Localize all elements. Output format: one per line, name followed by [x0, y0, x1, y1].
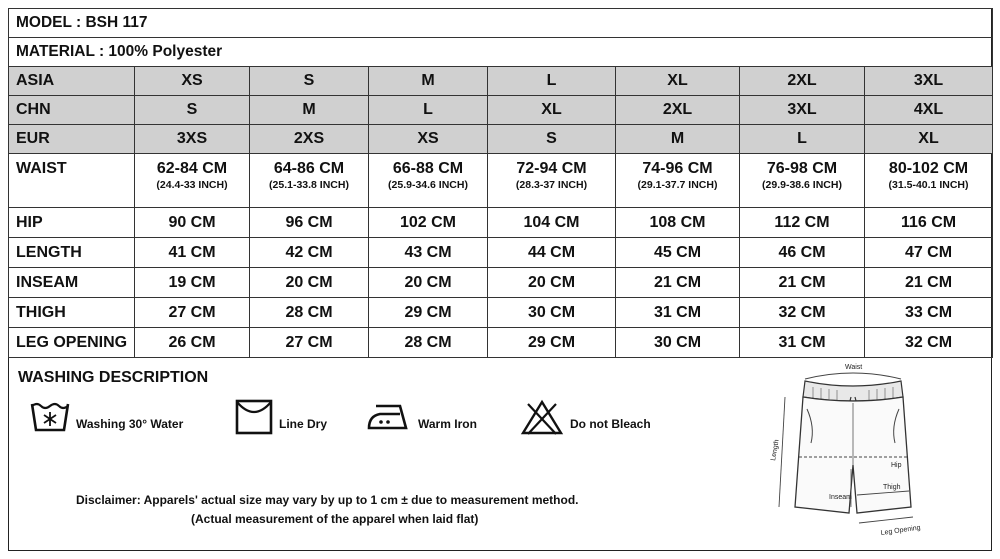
- size-cell: S: [135, 96, 250, 125]
- measure-cell: 102 CM: [369, 208, 488, 238]
- size-cell: S: [488, 125, 616, 154]
- care-item-warm-iron: [366, 398, 477, 436]
- measure-cell: 29 CM: [369, 298, 488, 328]
- measure-cell: 20 CM: [488, 268, 616, 298]
- measure-row-hip: [9, 208, 993, 238]
- care-label-washing: Washing 30° Water: [76, 417, 184, 431]
- measure-cell: 19 CM: [135, 268, 250, 298]
- measure-cell: 30 CM: [488, 298, 616, 328]
- measure-cell: 27 CM: [135, 298, 250, 328]
- measure-cell: 33 CM: [865, 298, 993, 328]
- do-not-bleach-icon: [520, 398, 564, 436]
- row-label: LENGTH: [9, 238, 135, 268]
- size-cell: 2XS: [250, 125, 369, 154]
- waist-cm: 64-86 CM: [273, 160, 345, 177]
- waist-cell: [488, 154, 616, 208]
- row-label: THIGH: [9, 298, 135, 328]
- measure-cell: 31 CM: [740, 328, 865, 358]
- washing-title: WASHING DESCRIPTION: [18, 369, 209, 386]
- measure-cell: 90 CM: [135, 208, 250, 238]
- measure-cell: 21 CM: [865, 268, 993, 298]
- size-cell: L: [369, 96, 488, 125]
- disclaimer-line-1: Disclaimer: Apparels' actual size may vary by up to 1 cm ± due to measurement method.: [76, 493, 579, 507]
- waist-cm: 76-98 CM: [766, 160, 838, 177]
- measure-cell: 20 CM: [250, 268, 369, 298]
- measure-cell: 42 CM: [250, 238, 369, 268]
- size-cell: XL: [488, 96, 616, 125]
- size-cell: 3XL: [740, 96, 865, 125]
- size-cell: 2XL: [740, 67, 865, 96]
- waist-inch: (29.9-38.6 INCH): [762, 179, 842, 191]
- care-item-line-dry: [235, 398, 327, 436]
- size-cell: XS: [135, 67, 250, 96]
- shorts-measurement-diagram: [763, 357, 985, 549]
- measure-cell: 46 CM: [740, 238, 865, 268]
- measure-cell: 96 CM: [250, 208, 369, 238]
- waist-inch: (28.3-37 INCH): [515, 179, 588, 191]
- diagram-label-leg-opening: Leg Opening: [880, 524, 921, 537]
- waist-cell: [865, 154, 993, 208]
- measurement-rows: [9, 208, 993, 358]
- waist-cm: 80-102 CM: [888, 160, 969, 177]
- size-cell: M: [250, 96, 369, 125]
- measure-row-thigh: [9, 298, 993, 328]
- measure-cell: 30 CM: [616, 328, 740, 358]
- measure-row-leg-opening: [9, 328, 993, 358]
- row-label: EUR: [9, 125, 135, 154]
- row-label: LEG OPENING: [9, 328, 135, 358]
- diagram-label-waist: Waist: [845, 364, 863, 371]
- diagram-label-length: Length: [770, 439, 781, 462]
- measure-cell: 41 CM: [135, 238, 250, 268]
- care-label-no-bleach: Do not Bleach: [570, 417, 651, 431]
- line-dry-icon: [235, 398, 273, 436]
- diagram-label-hip: Hip: [891, 462, 902, 469]
- measure-cell: 32 CM: [740, 298, 865, 328]
- waist-cm: 66-88 CM: [392, 160, 464, 177]
- measure-cell: 32 CM: [865, 328, 993, 358]
- material-cell: MATERIAL : 100% Polyester: [9, 38, 993, 67]
- measure-row-waist: [9, 154, 993, 208]
- measure-cell: 43 CM: [369, 238, 488, 268]
- size-chart-table: [8, 8, 993, 358]
- care-section: [8, 355, 992, 551]
- model-cell: MODEL : BSH 117: [9, 9, 993, 38]
- size-cell: XL: [865, 125, 993, 154]
- measure-cell: 20 CM: [369, 268, 488, 298]
- waist-inch: (25.1-33.8 INCH): [269, 179, 349, 191]
- row-label: CHN: [9, 96, 135, 125]
- size-cell: XL: [616, 67, 740, 96]
- measure-cell: 21 CM: [616, 268, 740, 298]
- size-row-eur: [9, 125, 993, 154]
- waist-cell: [135, 154, 250, 208]
- measure-cell: 112 CM: [740, 208, 865, 238]
- waist-inch: (25.9-34.6 INCH): [388, 179, 468, 191]
- size-row-asia: [9, 67, 993, 96]
- waist-cell: [616, 154, 740, 208]
- size-conversion-rows: [9, 67, 993, 154]
- size-cell: M: [369, 67, 488, 96]
- row-label: ASIA: [9, 67, 135, 96]
- warm-iron-icon: [366, 398, 412, 436]
- waist-cell: [369, 154, 488, 208]
- size-cell: 3XS: [135, 125, 250, 154]
- measure-cell: 108 CM: [616, 208, 740, 238]
- care-label-warm-iron: Warm Iron: [418, 417, 477, 431]
- size-cell: 3XL: [865, 67, 993, 96]
- size-cell: M: [616, 125, 740, 154]
- measure-row-inseam: [9, 268, 993, 298]
- waist-cell: [250, 154, 369, 208]
- waist-rows: [9, 154, 993, 208]
- waist-cm: 72-94 CM: [516, 160, 587, 177]
- measure-cell: 116 CM: [865, 208, 993, 238]
- waistband-shape: [803, 381, 903, 401]
- diagram-label-inseam: Inseam: [829, 494, 852, 501]
- waist-inch: (24.4-33 INCH): [156, 179, 228, 191]
- measure-cell: 44 CM: [488, 238, 616, 268]
- size-cell: 4XL: [865, 96, 993, 125]
- care-item-washing: [30, 398, 183, 436]
- size-cell: L: [740, 125, 865, 154]
- row-label: INSEAM: [9, 268, 135, 298]
- measure-cell: 104 CM: [488, 208, 616, 238]
- measure-row-length: [9, 238, 993, 268]
- diagram-label-thigh: Thigh: [883, 484, 901, 491]
- row-label: HIP: [9, 208, 135, 238]
- disclaimer-line-2: (Actual measurement of the apparel when laid flat): [191, 512, 479, 526]
- measure-cell: 28 CM: [369, 328, 488, 358]
- waist-inch: (31.5-40.1 INCH): [888, 179, 969, 191]
- waist-cell: [740, 154, 865, 208]
- care-label-line-dry: Line Dry: [279, 417, 328, 431]
- measure-cell: 28 CM: [250, 298, 369, 328]
- row-label: WAIST: [9, 154, 135, 208]
- waist-cm: 74-96 CM: [642, 160, 713, 177]
- size-cell: L: [488, 67, 616, 96]
- waist-cm: 62-84 CM: [156, 160, 228, 177]
- size-row-chn: [9, 96, 993, 125]
- measure-cell: 27 CM: [250, 328, 369, 358]
- care-item-no-bleach: [520, 398, 651, 436]
- waist-inch: (29.1-37.7 INCH): [637, 179, 718, 191]
- size-cell: 2XL: [616, 96, 740, 125]
- size-cell: S: [250, 67, 369, 96]
- measure-cell: 47 CM: [865, 238, 993, 268]
- measure-cell: 31 CM: [616, 298, 740, 328]
- size-cell: XS: [369, 125, 488, 154]
- measure-cell: 26 CM: [135, 328, 250, 358]
- measure-cell: 29 CM: [488, 328, 616, 358]
- washing-30-icon: [30, 398, 70, 436]
- measure-cell: 21 CM: [740, 268, 865, 298]
- measure-cell: 45 CM: [616, 238, 740, 268]
